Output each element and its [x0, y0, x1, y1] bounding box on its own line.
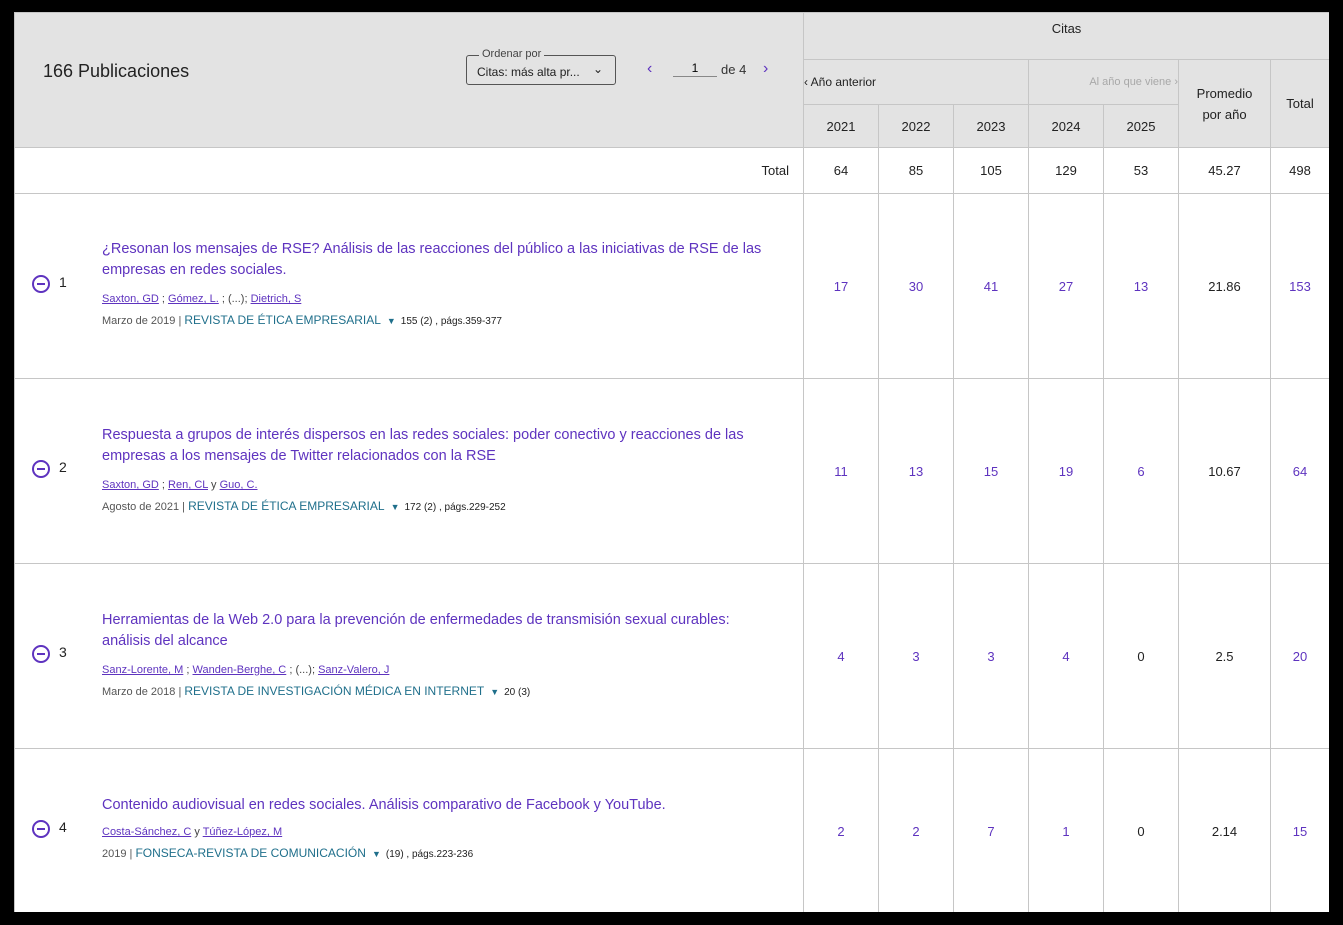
next-year-button[interactable]: Al año que viene › [1029, 60, 1179, 105]
publication-meta: Agosto de 2021 | REVISTA DE ÉTICA EMPRESARIAL ▼ 172 (2) , págs.229-252 [102, 499, 506, 513]
authors: Saxton, GD ; Ren, CL y Guo, C. [102, 479, 258, 491]
publications-count: 166 Publicaciones [43, 61, 190, 81]
publication-cell [15, 379, 804, 564]
citations-2021[interactable]: 2 [804, 749, 879, 913]
collapse-icon[interactable] [32, 275, 50, 293]
publication-meta: Marzo de 2018 | REVISTA DE INVESTIGACIÓN MÉDICA EN INTERNET ▼ 20 (3) [102, 684, 531, 698]
title-line2: empresas en redes sociales. [102, 262, 287, 278]
author-link[interactable]: Wanden-Berghe, C [192, 664, 287, 676]
citations-2022[interactable]: 3 [879, 564, 954, 749]
total-2022: 85 [879, 148, 954, 194]
title-line2: empresas a los mensajes de Twitter relacionados con la RSE [102, 448, 496, 464]
avg-per-year-header [1179, 60, 1271, 148]
citations-2025[interactable]: 13 [1104, 194, 1179, 379]
publication-title[interactable] [102, 239, 772, 281]
author-link[interactable]: Dietrich, S [250, 293, 302, 305]
page-input[interactable] [673, 60, 717, 77]
citations-group-header: Citas [804, 13, 1330, 60]
author-link[interactable]: Costa-Sánchez, C [102, 826, 192, 838]
year-header-2021: 2021 [804, 105, 879, 148]
publication-cell [15, 194, 804, 379]
publication-meta: Marzo de 2019 | REVISTA DE ÉTICA EMPRESARIAL ▼ 155 (2) , págs.359-377 [102, 313, 502, 327]
next-page-icon[interactable]: › [763, 60, 769, 77]
citations-2025[interactable]: 6 [1104, 379, 1179, 564]
avg-header-line2: por año [1202, 106, 1247, 122]
total-2024: 129 [1029, 148, 1104, 194]
average-per-year: 10.67 [1179, 379, 1271, 564]
caret-down-icon[interactable]: ▼ [390, 502, 400, 512]
authors: Sanz-Lorente, M ; Wanden-Berghe, C ; (...); Sanz-Valero, J [102, 664, 390, 676]
prev-page-icon[interactable]: ‹ [647, 60, 653, 77]
publication-title[interactable] [102, 425, 772, 467]
author-link[interactable]: Saxton, GD [102, 479, 159, 491]
authors: Costa-Sánchez, C y Túñez-López, M [102, 826, 283, 838]
citations-2024[interactable]: 19 [1029, 379, 1104, 564]
total-header: Total [1271, 60, 1330, 148]
citations-2021[interactable]: 11 [804, 379, 879, 564]
publication-title[interactable]: Contenido audiovisual en redes sociales. Análisis comparativo de Facebook y YouTube. [102, 797, 666, 813]
sort-dropdown[interactable] [466, 48, 616, 85]
publication-info [102, 610, 772, 698]
collapse-icon[interactable] [32, 645, 50, 663]
author-link[interactable]: Sanz-Lorente, M [102, 664, 184, 676]
authors-ellipsis: (...) [227, 293, 245, 305]
title-line1: Herramientas de la Web 2.0 para la prevención de enfermedades de transmisión sexual curables: [102, 612, 730, 628]
publication-meta: 2019 | FONSECA-REVISTA DE COMUNICACIÓN ▼ (19) , págs.223-236 [102, 846, 474, 860]
avg-header-line1: Promedio [1196, 85, 1253, 101]
journal-name[interactable]: REVISTA DE INVESTIGACIÓN MÉDICA EN INTERNET [184, 684, 485, 698]
citations-2024[interactable]: 1 [1029, 749, 1104, 913]
row-number: 4 [59, 819, 67, 835]
table-row [15, 379, 1330, 564]
row-number: 1 [59, 274, 67, 290]
publication-cell [15, 749, 804, 913]
prev-year-button[interactable]: ‹ Año anterior [804, 60, 1029, 105]
year-header-2024: 2024 [1029, 105, 1104, 148]
citations-2021[interactable]: 17 [804, 194, 879, 379]
page-of-label: de 4 [721, 62, 747, 77]
row-total[interactable]: 153 [1271, 194, 1330, 379]
pub-date: 2019 [102, 848, 127, 860]
average-per-year: 2.14 [1179, 749, 1271, 913]
journal-name[interactable]: FONSECA-REVISTA DE COMUNICACIÓN [135, 846, 366, 860]
caret-down-icon[interactable]: ▼ [490, 687, 500, 697]
author-link[interactable]: Ren, CL [168, 479, 208, 491]
row-total[interactable]: 20 [1271, 564, 1330, 749]
citations-2023[interactable]: 15 [954, 379, 1029, 564]
author-link[interactable]: Gómez, L. [168, 293, 219, 305]
publications-table [14, 12, 1329, 912]
caret-down-icon[interactable]: ▼ [371, 849, 381, 859]
journal-name[interactable]: REVISTA DE ÉTICA EMPRESARIAL [188, 499, 385, 513]
authors-ellipsis: (...) [295, 664, 312, 676]
citations-2021[interactable]: 4 [804, 564, 879, 749]
collapse-icon[interactable] [32, 460, 50, 478]
publication-cell [15, 564, 804, 749]
year-header-2025: 2025 [1104, 105, 1179, 148]
table-row [15, 194, 1330, 379]
pub-date: Marzo de 2019 [102, 315, 176, 327]
row-number: 3 [59, 644, 67, 660]
total-2023: 105 [954, 148, 1029, 194]
grand-total: 498 [1271, 148, 1330, 194]
citations-2023[interactable]: 7 [954, 749, 1029, 913]
publication-info [102, 239, 772, 327]
citations-2024[interactable]: 27 [1029, 194, 1104, 379]
citations-2022[interactable]: 13 [879, 379, 954, 564]
title-line2: análisis del alcance [102, 633, 228, 649]
volume-pages: 20 (3) [504, 687, 531, 698]
volume-pages: 172 (2) , págs.229-252 [404, 502, 506, 513]
table-row [15, 749, 1330, 913]
publications-header [15, 13, 804, 148]
total-average: 45.27 [1179, 148, 1271, 194]
pub-date: Marzo de 2018 [102, 686, 176, 698]
totals-label: Total [15, 148, 804, 194]
author-link[interactable]: Guo, C. [219, 479, 258, 491]
sort-value: Citas: más alta pr... [477, 65, 580, 79]
publication-title[interactable] [102, 610, 772, 652]
citations-2022[interactable]: 2 [879, 749, 954, 913]
sort-label: Ordenar por [479, 48, 544, 60]
citations-2025: 0 [1104, 564, 1179, 749]
title-line1: ¿Resonan los mensajes de RSE? Análisis de las reacciones del público a las iniciativas de RSE de las [102, 241, 762, 257]
row-total[interactable]: 64 [1271, 379, 1330, 564]
totals-row [15, 148, 1330, 194]
year-header-2022: 2022 [879, 105, 954, 148]
collapse-icon[interactable] [32, 820, 50, 838]
chevron-down-icon: ⌄ [592, 62, 603, 76]
caret-down-icon[interactable]: ▼ [386, 316, 396, 326]
author-link[interactable]: Sanz-Valero, J [318, 664, 390, 676]
total-2021: 64 [804, 148, 879, 194]
average-per-year: 21.86 [1179, 194, 1271, 379]
citations-2022[interactable]: 30 [879, 194, 954, 379]
pub-date: Agosto de 2021 [102, 501, 180, 513]
window-bottom-edge [0, 912, 1343, 925]
row-total[interactable]: 15 [1271, 749, 1330, 913]
table-row [15, 564, 1330, 749]
title-line1: Respuesta a grupos de interés dispersos en las redes sociales: poder conectivo y reacciones de las [102, 427, 744, 443]
row-number: 2 [59, 459, 67, 475]
volume-pages: 155 (2) , págs.359-377 [400, 316, 502, 327]
publication-info [102, 425, 772, 513]
author-link[interactable]: Saxton, GD [102, 293, 159, 305]
authors: Saxton, GD ; Gómez, L. ; (...); Dietrich, S [102, 293, 302, 305]
citation-report-table [14, 12, 1329, 912]
journal-name[interactable]: REVISTA DE ÉTICA EMPRESARIAL [184, 313, 381, 327]
citations-2024[interactable]: 4 [1029, 564, 1104, 749]
average-per-year: 2.5 [1179, 564, 1271, 749]
author-link[interactable]: Túñez-López, M [202, 826, 283, 838]
citations-2023[interactable]: 3 [954, 564, 1029, 749]
total-2025: 53 [1104, 148, 1179, 194]
volume-pages: (19) , págs.223-236 [385, 849, 474, 860]
publication-info [102, 795, 772, 860]
citations-2025: 0 [1104, 749, 1179, 913]
citations-2023[interactable]: 41 [954, 194, 1029, 379]
year-header-2023: 2023 [954, 105, 1029, 148]
